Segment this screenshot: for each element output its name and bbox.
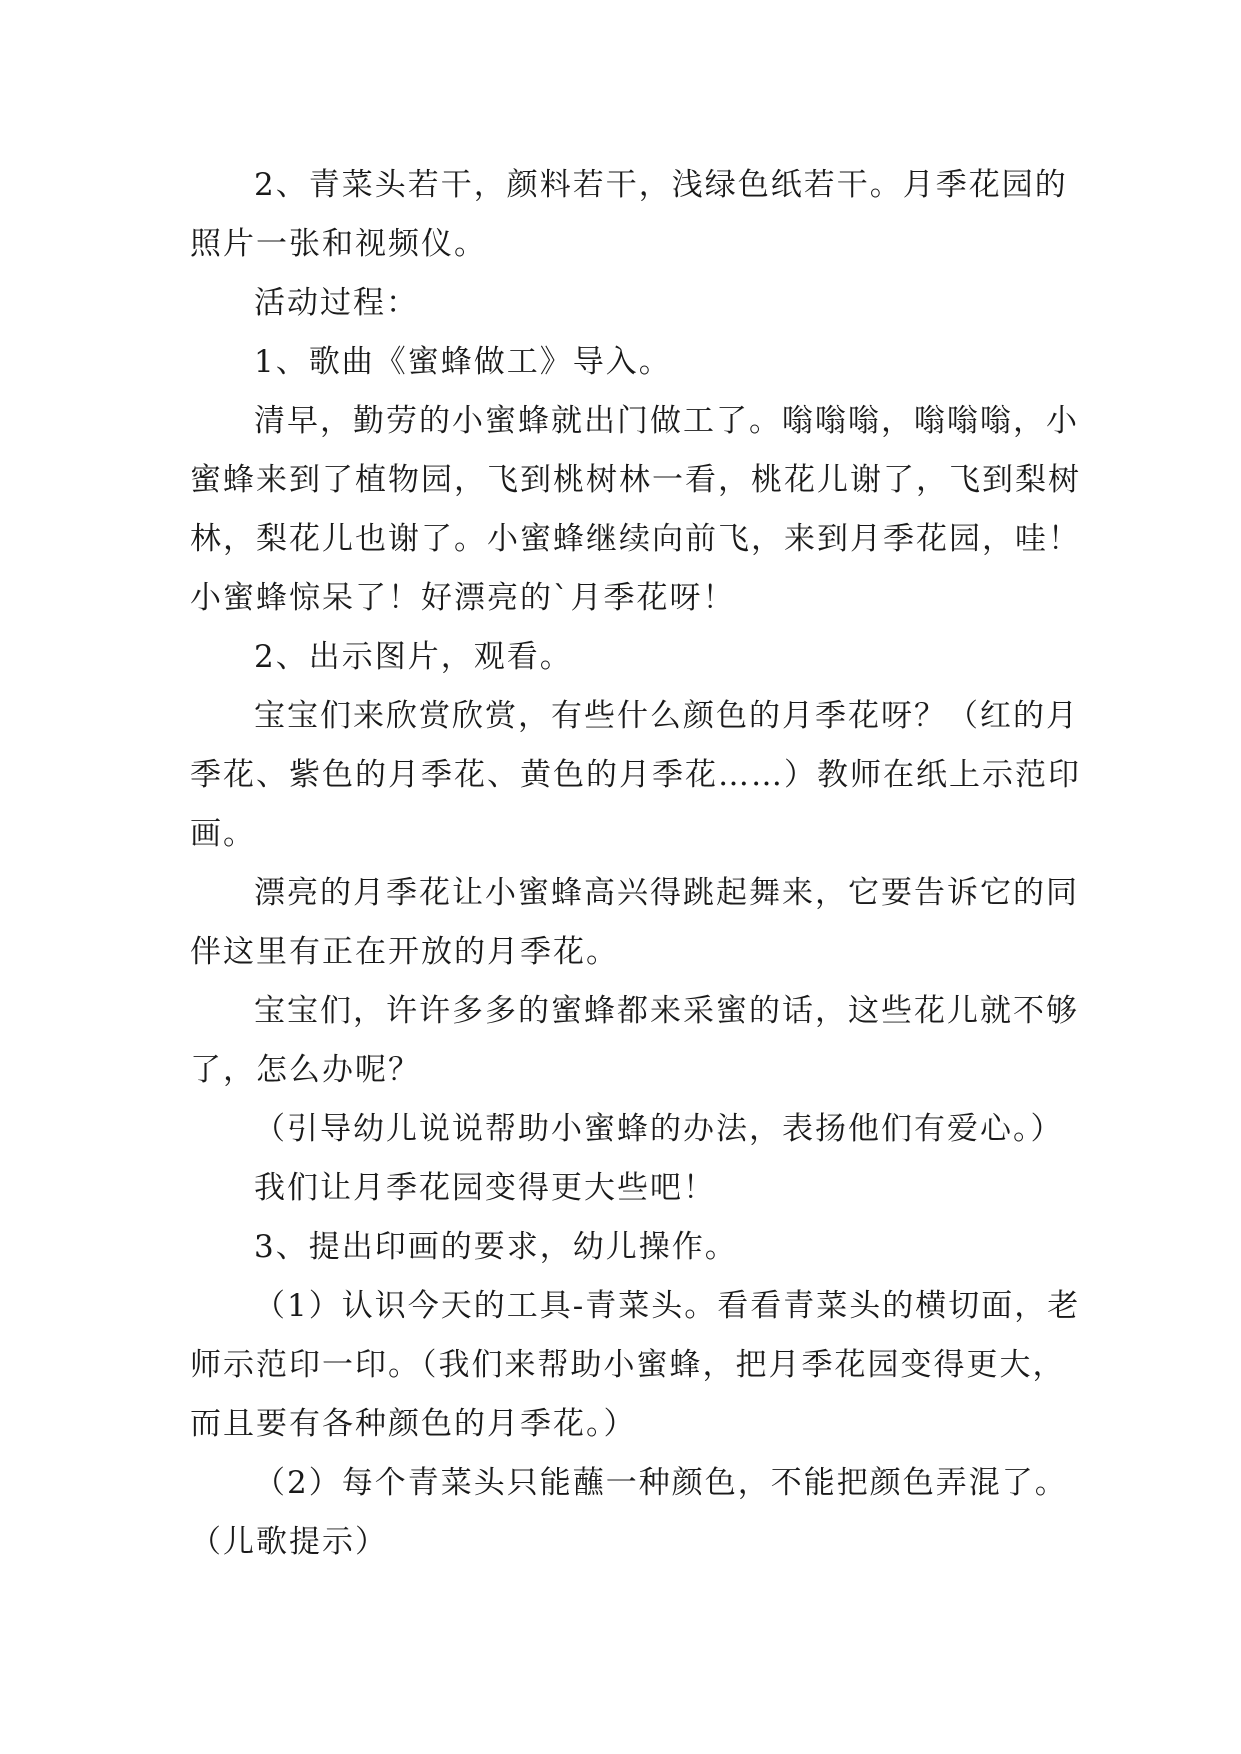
paragraph-bigger: 我们让月季花园变得更大些吧！	[254, 1170, 716, 1206]
paragraph-question: 宝宝们，许许多多的蜜蜂都来采蜜的话，这些花儿就不够了，怎么办呢？	[190, 993, 1079, 1088]
paragraph-substep-1: （1）认识今天的工具-青菜头。看看青菜头的横切面，老师示范印一印。（我们来帮助小蜜蜂，把月季花园变得更大，而且要有各种颜色的月季花。）	[190, 1288, 1081, 1442]
paragraph-activity-heading: 活动过程：	[254, 285, 419, 321]
paragraph-substep-2: （2）每个青菜头只能蘸一种颜色，不能把颜色弄混了。（儿歌提示）	[190, 1465, 1068, 1560]
paragraph-step-2: 2、出示图片，观看。	[254, 639, 573, 675]
document-body	[190, 156, 1090, 1572]
paragraph-materials: 2、青菜头若干，颜料若干，浅绿色纸若干。月季花园的照片一张和视频仪。	[190, 167, 1068, 262]
paragraph-dance: 漂亮的月季花让小蜜蜂高兴得跳起舞来，它要告诉它的同伴这里有正在开放的月季花。	[190, 875, 1079, 970]
paragraph-step-3: 3、提出印画的要求，幼儿操作。	[254, 1229, 738, 1265]
paragraph-guide: （引导幼儿说说帮助小蜜蜂的办法，表扬他们有爱心。）	[254, 1111, 1064, 1147]
paragraph-step-1: 1、歌曲《蜜蜂做工》导入。	[254, 344, 672, 380]
paragraph-story: 清早，勤劳的小蜜蜂就出门做工了。嗡嗡嗡，嗡嗡嗡，小蜜蜂来到了植物园，飞到桃树林一看，桃花儿谢了，飞到梨树林，梨花儿也谢了。小蜜蜂继续向前飞，来到月季花园，哇！小蜜蜂惊呆了！好漂亮的`月季花呀！	[190, 403, 1081, 616]
paragraph-appreciate: 宝宝们来欣赏欣赏，有些什么颜色的月季花呀？（红的月季花、紫色的月季花、黄色的月季花……）教师在纸上示范印画。	[190, 698, 1081, 852]
